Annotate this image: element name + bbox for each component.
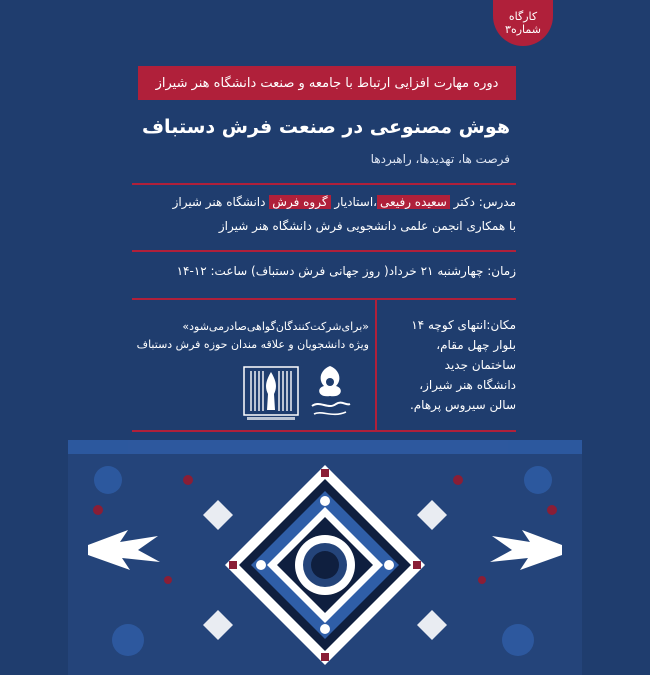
audience-note: ویژه دانشجویان و علاقه مندان حوزه فرش دستباف <box>136 338 369 351</box>
teacher-info <box>132 190 516 238</box>
divider-time <box>132 298 516 300</box>
divider-top <box>132 183 516 185</box>
badge-line1: کارگاه <box>508 10 538 23</box>
workshop-badge <box>493 0 553 46</box>
page-subtitle: فرصت ها، تهدیدها، راهبردها <box>370 152 510 166</box>
teacher-suffix: دانشگاه هنر شیراز <box>172 195 270 209</box>
university-logo <box>306 362 354 422</box>
divider-vertical <box>375 300 377 430</box>
event-time: زمان: چهارشنبه ۲۱ خرداد( روز جهانی فرش دستباف) ساعت: ۱۲-۱۴ <box>176 264 516 278</box>
teacher-name: سعیده رفیعی <box>377 195 450 209</box>
location-line3: ساختمان جدید <box>444 358 516 372</box>
teacher-line <box>132 190 516 214</box>
certificate-note: «برای‌شرکت‌کنندگان‌گواهی‌صادرمی‌شود» <box>182 320 369 333</box>
location-line1: مکان:انتهای کوچه ۱۴ <box>411 318 516 332</box>
teacher-dept: گروه فرش <box>269 195 330 209</box>
teacher-mid: ،استادیار <box>330 195 378 209</box>
event-notes <box>132 318 369 354</box>
carpet-pattern-image <box>68 440 582 675</box>
location-line5: سالن سیروس پرهام. <box>409 398 516 412</box>
course-banner: دوره مهارت افزایی ارتباط با جامعه و صنعت دانشگاه هنر شیراز <box>138 66 516 100</box>
divider-mid <box>132 250 516 252</box>
carpet-society-logo <box>243 366 299 424</box>
divider-bottom <box>132 430 516 432</box>
teacher-prefix: مدرس: دکتر <box>449 195 516 209</box>
location-line2: بلوار چهل مقام، <box>436 338 516 352</box>
page-title: هوش مصنوعی در صنعت فرش دستباف <box>141 116 510 138</box>
event-location <box>380 315 516 415</box>
location-line4: دانشگاه هنر شیراز، <box>419 378 516 392</box>
cooperation-line: با همکاری انجمن علمی دانشجویی فرش دانشگاه هنر شیراز <box>218 219 516 233</box>
badge-line2: شماره۳ <box>505 23 541 36</box>
